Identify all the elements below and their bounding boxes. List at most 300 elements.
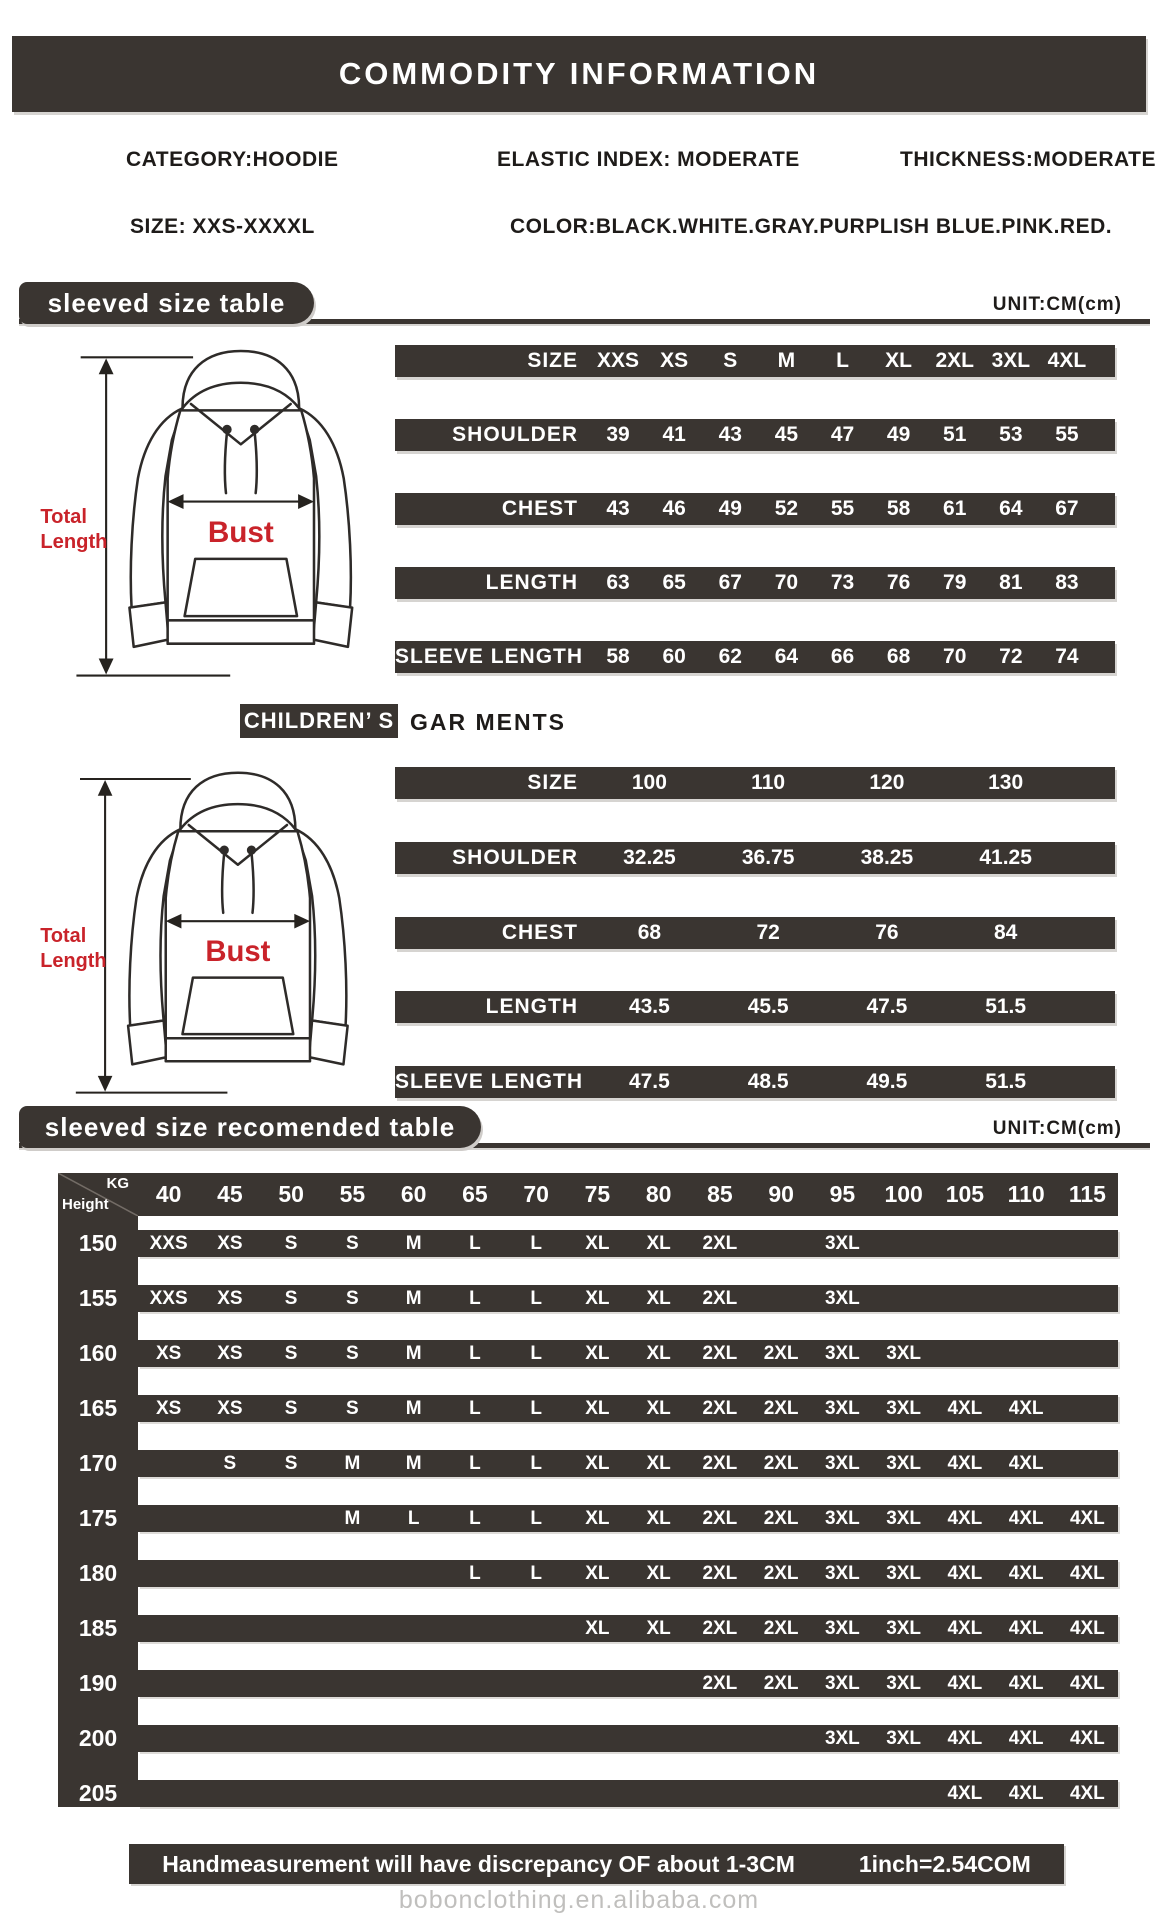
size-value: 84: [993, 920, 1018, 944]
adult-table-row: [395, 419, 1115, 451]
size-value: 100: [631, 771, 667, 794]
adult-tab-label: sleeved size table: [47, 287, 286, 318]
height-label: 180: [78, 1560, 118, 1586]
recommend-row: [58, 1505, 1118, 1532]
recommended-size-cell: [567, 1725, 628, 1752]
recommend-table-tab: [19, 1106, 481, 1148]
recommended-size-cell: [506, 1670, 567, 1697]
total-length-label-line2: Length: [40, 950, 107, 973]
weight-label: 85: [707, 1181, 733, 1207]
recommended-size-cell: M: [405, 1453, 422, 1474]
recommended-size-cell: 2XL: [702, 1288, 738, 1309]
recommended-size-cell: 4XL: [1069, 1783, 1105, 1804]
recommended-size-cell: 3XL: [824, 1233, 860, 1254]
recommend-row-bar: [138, 1230, 1118, 1257]
recommended-size-cell: 2XL: [763, 1453, 799, 1474]
recommended-size-cell: [812, 1780, 873, 1807]
recommended-size-cell: 4XL: [947, 1618, 983, 1639]
hem-band: [168, 620, 314, 643]
recommended-size-cell: 4XL: [1008, 1398, 1044, 1419]
row-values: [590, 995, 1115, 1019]
recommended-size-cell: XL: [646, 1398, 671, 1419]
recommend-row: [58, 1615, 1118, 1642]
recommended-size-cell: 3XL: [824, 1673, 860, 1694]
children-table-row: [395, 842, 1115, 874]
size-value: 76: [875, 920, 899, 944]
size-value: 36.75: [741, 845, 795, 869]
recommended-size-cell: 3XL: [824, 1728, 860, 1749]
height-label: 190: [78, 1670, 118, 1696]
recommend-row-bar: [138, 1285, 1118, 1312]
recommended-size-cell: [199, 1615, 260, 1642]
size-value: 51.5: [985, 1070, 1027, 1094]
size-value: 64: [774, 645, 799, 668]
size-value: 51: [943, 423, 967, 446]
size-value: 70: [774, 571, 799, 594]
height-label: 185: [78, 1615, 118, 1641]
size-value: 72: [756, 920, 780, 944]
recommended-size-cell: [261, 1615, 322, 1642]
weight-label: 40: [155, 1181, 182, 1207]
size-value: XXS: [597, 349, 640, 372]
children-table-row: [395, 991, 1115, 1023]
height-label: 160: [78, 1340, 118, 1366]
recommend-tab-label: sleeved size recomended table: [44, 1111, 456, 1142]
recommend-row-bar: [138, 1450, 1118, 1477]
recommend-row: [58, 1340, 1118, 1367]
recommended-size-cell: XL: [646, 1618, 671, 1639]
recommended-size-cell: XL: [646, 1508, 671, 1529]
size-value: 41.25: [979, 845, 1032, 869]
store-watermark: bobonclothing.en.alibaba.com: [398, 1886, 760, 1914]
recommend-row-bar: [138, 1560, 1118, 1587]
row-values: [590, 349, 1115, 373]
size-value: 68: [886, 645, 911, 668]
recommended-size-cell: S: [346, 1398, 359, 1419]
size-value: 79: [943, 571, 967, 594]
recommended-size-cell: [138, 1450, 199, 1477]
recommended-size-cell: XL: [646, 1343, 671, 1364]
size-value: 81: [999, 571, 1023, 594]
recommended-size-cell: 4XL: [947, 1508, 983, 1529]
row-label: CHEST: [501, 497, 578, 520]
page-title: COMMODITY INFORMATION: [338, 56, 820, 91]
recommended-size-cell: [934, 1230, 995, 1257]
recommended-size-cell: 4XL: [1008, 1673, 1044, 1694]
recommended-size-cell: [138, 1725, 199, 1752]
recommended-size-cell: 3XL: [886, 1453, 922, 1474]
row-values: [590, 423, 1115, 447]
recommended-size-cell: S: [223, 1453, 237, 1474]
recommended-size-cell: S: [284, 1343, 298, 1364]
conversion-text: 1inch=2.54COM: [858, 1850, 1031, 1877]
size-value: 70: [943, 645, 967, 668]
recommended-size-cell: S: [346, 1233, 359, 1254]
weight-label: 45: [217, 1181, 243, 1207]
size-value: 120: [869, 771, 905, 794]
recommended-size-cell: 4XL: [947, 1398, 983, 1419]
recommended-size-cell: L: [469, 1508, 481, 1529]
recommended-size-cell: 3XL: [886, 1728, 922, 1749]
recommended-size-cell: [1057, 1285, 1118, 1312]
size-value: 32.25: [623, 845, 676, 869]
total-length-label-line2: Length: [40, 531, 108, 554]
size-value: 61: [943, 497, 967, 520]
size-value: 3XL: [991, 349, 1031, 372]
size-value: 83: [1055, 571, 1079, 594]
size-value: 64: [999, 497, 1023, 520]
size-value: 110: [751, 771, 786, 794]
bust-label: Bust: [205, 935, 271, 968]
recommended-size-cell: 2XL: [702, 1673, 738, 1694]
recommend-row-bar: [138, 1615, 1118, 1642]
recommended-size-cell: [1057, 1340, 1118, 1367]
height-label: 175: [78, 1505, 118, 1531]
recommended-size-cell: L: [469, 1233, 481, 1254]
recommended-size-cell: [751, 1725, 812, 1752]
recommended-size-cell: 3XL: [886, 1343, 922, 1364]
recommend-row-bar: [138, 1780, 1118, 1807]
size-value: 74: [1055, 645, 1079, 668]
size-value: 39: [606, 423, 630, 446]
size-value: 73: [830, 571, 855, 594]
recommended-size-cell: [628, 1670, 689, 1697]
recommended-size-cell: 3XL: [824, 1453, 860, 1474]
recommended-size-cell: [383, 1615, 444, 1642]
recommended-size-cell: S: [284, 1288, 298, 1309]
size-value: 49.5: [866, 1070, 908, 1094]
weight-label: 90: [768, 1181, 794, 1207]
size-value: 68: [637, 920, 662, 944]
recommended-size-cell: [383, 1725, 444, 1752]
recommended-size-cell: [934, 1340, 995, 1367]
recommended-size-cell: 4XL: [947, 1453, 983, 1474]
size-range-label: SIZE: XXS-XXXXL: [130, 215, 315, 238]
recommended-size-cell: 2XL: [702, 1563, 738, 1584]
recommended-size-cell: 4XL: [1008, 1563, 1044, 1584]
recommended-size-cell: [689, 1725, 750, 1752]
recommended-size-cell: L: [530, 1398, 542, 1419]
size-value: XL: [885, 349, 913, 372]
row-values: [590, 497, 1115, 521]
recommended-size-cell: 2XL: [702, 1508, 738, 1529]
recommended-size-cell: [751, 1780, 812, 1807]
recommended-size-cell: L: [407, 1508, 420, 1529]
corner-cell: [58, 1173, 138, 1216]
recommended-size-cell: XL: [646, 1233, 671, 1254]
recommended-size-cell: XS: [217, 1233, 243, 1254]
recommended-size-cell: [322, 1615, 383, 1642]
children-table-row: [395, 767, 1115, 799]
row-label: LENGTH: [485, 995, 578, 1019]
recommended-size-cell: [873, 1230, 934, 1257]
hoodie-diagram-children: [34, 756, 379, 1101]
recommended-size-cell: L: [469, 1563, 481, 1584]
corner-height-label: Height: [62, 1196, 109, 1213]
recommended-size-cell: [322, 1560, 383, 1587]
recommended-size-cell: [261, 1780, 322, 1807]
adult-table-row: [395, 641, 1115, 673]
recommended-size-cell: XS: [217, 1398, 243, 1419]
recommended-size-cell: [138, 1615, 199, 1642]
recommended-size-cell: L: [530, 1563, 542, 1584]
recommended-size-cell: 4XL: [947, 1673, 983, 1694]
size-value: S: [723, 349, 738, 372]
recommended-size-cell: 2XL: [763, 1673, 799, 1694]
recommended-size-cell: [873, 1285, 934, 1312]
size-value: 49: [886, 423, 911, 446]
thickness-label: THICKNESS:MODERATE: [900, 148, 1156, 171]
recommended-size-cell: L: [530, 1233, 542, 1254]
recommend-row-bar: [138, 1340, 1118, 1367]
recommended-size-cell: 2XL: [763, 1508, 799, 1529]
recommended-size-cell: [199, 1780, 260, 1807]
elastic-index-label: ELASTIC INDEX: MODERATE: [497, 148, 800, 171]
row-values: [590, 921, 1115, 945]
recommend-row: [58, 1670, 1118, 1697]
row-values: [590, 771, 1115, 795]
height-label: 155: [78, 1285, 118, 1311]
row-values: [590, 1070, 1115, 1094]
recommended-size-cell: 4XL: [947, 1728, 983, 1749]
recommended-size-cell: 2XL: [702, 1233, 738, 1254]
garments-label: GAR MENTS: [410, 709, 566, 735]
size-value: M: [777, 349, 796, 372]
size-value: 41: [662, 423, 686, 446]
recommended-size-cell: L: [469, 1453, 481, 1474]
recommended-size-cell: XL: [585, 1618, 610, 1639]
size-value: 58: [606, 645, 630, 668]
recommended-size-cell: 2XL: [763, 1618, 799, 1639]
row-label: SLEEVE LENGTH: [395, 645, 584, 668]
recommended-size-cell: 3XL: [886, 1398, 922, 1419]
row-label: SIZE: [527, 771, 578, 794]
height-label: 150: [78, 1230, 118, 1256]
recommended-size-cell: [322, 1725, 383, 1752]
size-value: 43: [718, 423, 742, 446]
recommended-size-cell: XS: [155, 1398, 182, 1419]
recommended-size-cell: [567, 1780, 628, 1807]
recommended-size-cell: 2XL: [763, 1343, 799, 1364]
unit-label-adult: UNIT:CM(cm): [992, 294, 1122, 315]
recommended-size-cell: XL: [585, 1233, 610, 1254]
row-values: [590, 846, 1115, 870]
adult-table-row: [395, 493, 1115, 525]
recommended-size-cell: XL: [585, 1288, 610, 1309]
category-label: CATEGORY:HOODIE: [126, 148, 339, 171]
recommended-size-cell: [996, 1230, 1057, 1257]
size-value: 76: [886, 571, 911, 594]
row-label: LENGTH: [485, 571, 578, 594]
recommended-size-cell: 4XL: [947, 1563, 983, 1584]
recommended-size-cell: L: [469, 1288, 481, 1309]
recommended-size-cell: 3XL: [824, 1508, 860, 1529]
weight-label: 80: [645, 1181, 672, 1207]
size-value: 38.25: [860, 845, 914, 869]
recommended-size-cell: [628, 1780, 689, 1807]
adult-table-row: [395, 567, 1115, 599]
weight-label: 65: [462, 1181, 488, 1207]
hood: [182, 351, 299, 408]
recommended-size-cell: L: [469, 1398, 481, 1419]
size-value: 2XL: [935, 349, 974, 372]
weight-header-row: [58, 1173, 1118, 1216]
size-value: 72: [999, 645, 1023, 668]
size-value: 47.5: [866, 995, 908, 1019]
recommended-size-cell: [261, 1670, 322, 1697]
recommended-size-cell: [934, 1285, 995, 1312]
recommended-size-cell: [383, 1780, 444, 1807]
recommended-size-cell: [444, 1670, 505, 1697]
children-garments-box: [240, 704, 398, 738]
recommended-size-cell: M: [405, 1398, 422, 1419]
weight-label: 60: [400, 1181, 427, 1207]
row-label: SIZE: [527, 349, 578, 372]
recommend-rows: [58, 1230, 1118, 1807]
size-value: 43: [606, 497, 630, 520]
recommended-size-cell: 4XL: [1008, 1618, 1044, 1639]
weight-label: 70: [523, 1181, 549, 1207]
recommended-size-cell: XXS: [149, 1288, 188, 1309]
height-label: 205: [78, 1780, 118, 1806]
recommended-size-cell: 3XL: [886, 1618, 922, 1639]
recommended-size-cell: S: [284, 1398, 298, 1419]
recommended-size-cell: 2XL: [702, 1453, 738, 1474]
size-value: 60: [662, 645, 686, 668]
size-value: 45: [774, 423, 799, 446]
recommend-row: [58, 1395, 1118, 1422]
size-value: 65: [662, 571, 686, 594]
recommended-size-cell: 4XL: [1069, 1563, 1105, 1584]
size-value: 45.5: [747, 995, 789, 1019]
size-value: 46: [662, 497, 686, 520]
recommend-row: [58, 1725, 1118, 1752]
recommended-size-cell: 3XL: [886, 1563, 922, 1584]
recommended-size-cell: XS: [217, 1343, 243, 1364]
recommended-size-cell: [751, 1230, 812, 1257]
recommended-size-cell: 4XL: [1069, 1728, 1105, 1749]
recommended-size-cell: M: [344, 1453, 361, 1474]
size-value: 49: [718, 497, 742, 520]
recommended-size-cell: M: [405, 1288, 422, 1309]
recommended-size-cell: [199, 1725, 260, 1752]
weight-label: 75: [584, 1181, 611, 1207]
recommended-size-cell: 3XL: [824, 1288, 860, 1309]
height-label: 165: [78, 1395, 118, 1421]
recommended-size-cell: [138, 1780, 199, 1807]
recommend-row-bar: [138, 1670, 1118, 1697]
recommended-size-cell: [628, 1725, 689, 1752]
size-value: 43.5: [628, 995, 670, 1019]
recommended-size-cell: [138, 1505, 199, 1532]
recommended-size-cell: XL: [585, 1563, 610, 1584]
recommended-size-cell: 2XL: [763, 1563, 799, 1584]
size-value: 66: [830, 645, 855, 668]
total-length-label-line1: Total: [40, 505, 87, 528]
recommended-size-cell: XXS: [149, 1233, 188, 1254]
recommended-size-cell: 2XL: [702, 1343, 738, 1364]
recommended-size-cell: XL: [585, 1453, 610, 1474]
recommend-row-bar: [138, 1725, 1118, 1752]
recommended-size-cell: 3XL: [824, 1398, 860, 1419]
size-value: 53: [999, 423, 1023, 446]
recommended-size-cell: [199, 1560, 260, 1587]
hoodie-diagram-adult: [34, 334, 384, 684]
size-value: 55: [1055, 423, 1079, 446]
children-table-row: [395, 917, 1115, 949]
recommend-row: [58, 1230, 1118, 1257]
recommended-size-cell: L: [530, 1288, 542, 1309]
recommended-size-cell: [1057, 1395, 1118, 1422]
recommended-size-cell: [322, 1780, 383, 1807]
recommended-size-cell: [873, 1780, 934, 1807]
title-bar: [12, 36, 1146, 112]
recommended-size-cell: 4XL: [1008, 1508, 1044, 1529]
row-label: CHEST: [501, 920, 578, 944]
recommended-size-cell: [261, 1560, 322, 1587]
recommended-size-cell: 4XL: [947, 1783, 983, 1804]
recommended-size-cell: [1057, 1230, 1118, 1257]
recommended-size-cell: 4XL: [1069, 1508, 1105, 1529]
row-label: SHOULDER: [452, 423, 578, 446]
height-label: 200: [78, 1725, 118, 1751]
recommended-size-cell: XL: [646, 1288, 671, 1309]
size-value: XS: [660, 349, 689, 372]
recommended-size-cell: 4XL: [1069, 1673, 1105, 1694]
recommended-size-cell: XL: [646, 1453, 671, 1474]
weight-label: 115: [1068, 1181, 1106, 1207]
recommended-size-cell: 4XL: [1008, 1453, 1044, 1474]
recommended-size-cell: L: [530, 1508, 542, 1529]
recommended-size-cell: [383, 1670, 444, 1697]
recommended-size-cell: 3XL: [824, 1343, 860, 1364]
recommended-size-cell: 2XL: [763, 1398, 799, 1419]
recommended-size-cell: [1057, 1450, 1118, 1477]
recommended-size-cell: 2XL: [702, 1398, 738, 1419]
weight-label: 50: [278, 1181, 304, 1207]
children-label: CHILDREN’ S: [243, 708, 395, 733]
recommended-size-cell: XL: [646, 1563, 671, 1584]
recommend-row: [58, 1560, 1118, 1587]
size-value: 52: [774, 497, 799, 520]
recommend-row: [58, 1450, 1118, 1477]
size-value: 4XL: [1047, 349, 1087, 372]
size-value: 58: [886, 497, 911, 520]
size-value: 63: [606, 571, 630, 594]
disclaimer-text: Handmeasurement will have discrepancy OF about 1-3CM: [162, 1850, 795, 1877]
right-cuff: [313, 602, 352, 647]
height-label: 170: [78, 1450, 118, 1476]
recommended-size-cell: [689, 1780, 750, 1807]
weight-label: 100: [884, 1181, 923, 1207]
recommended-size-cell: 2XL: [702, 1618, 738, 1639]
adult-size-table-tab: [19, 282, 314, 324]
recommended-size-cell: L: [469, 1343, 481, 1364]
height-column-strip: [58, 1173, 138, 1807]
size-value: 47.5: [628, 1070, 670, 1094]
recommended-size-cell: [751, 1285, 812, 1312]
recommended-size-cell: XL: [585, 1508, 610, 1529]
row-label: SHOULDER: [452, 845, 578, 869]
bust-label: Bust: [207, 515, 274, 549]
row-values: [590, 645, 1115, 669]
color-options-label: COLOR:BLACK.WHITE.GRAY.PURPLISH BLUE.PINK.RED.: [510, 215, 1113, 238]
size-value: 62: [718, 645, 742, 668]
size-recommendation-table: [58, 1173, 1118, 1807]
recommended-size-cell: M: [405, 1343, 422, 1364]
recommended-size-cell: 4XL: [1008, 1783, 1044, 1804]
recommended-size-cell: [444, 1780, 505, 1807]
